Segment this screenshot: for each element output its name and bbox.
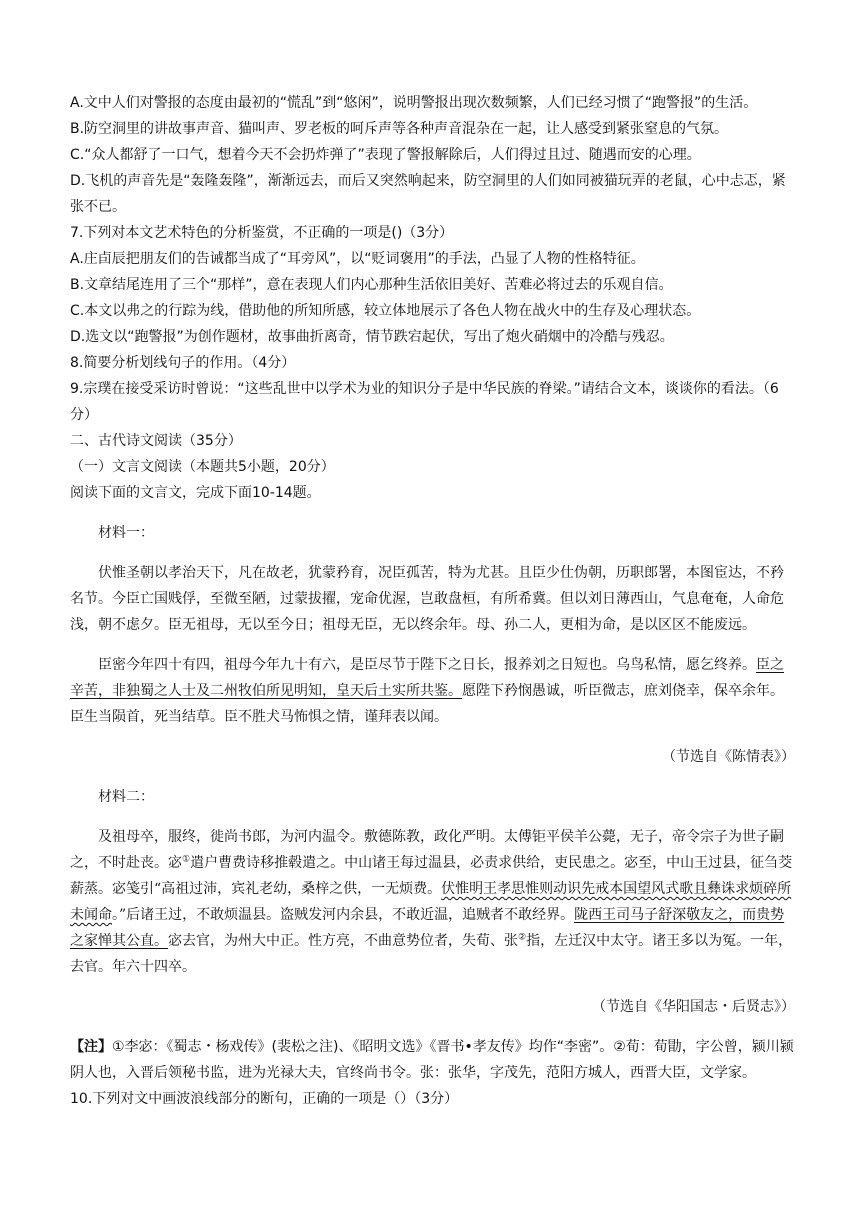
material-2-text: 宓去官，为州大中正。性方亮，不曲意势位者，失荀、张	[168, 933, 518, 949]
material-2-text: 。”后诸王过，不敢烦温县。盗贼发河内余县，不敢近温，追贼者不敢经界。	[112, 907, 575, 923]
material-1-source: （节选自《陈情表》）	[662, 749, 795, 765]
material-2-text: 遣户曹费诗移推毂遣之。中山诸王每过温县，必责求供给，吏民患之。宓至，中山王过县，征刍茭薪蒸。宓笺引“高祖过沛，宾礼老幼，桑梓之供，一无烦费。	[70, 855, 793, 897]
material-1-text: 臣密今年四十有四，祖母今年九十有六，是臣尽节于陛下之日长，报养刘之日短也。乌鸟私情，愿乞终养。	[98, 657, 756, 673]
material-2-paragraph	[70, 824, 795, 980]
question-8: 8.简要分析划线句子的作用。（4分）	[70, 355, 296, 371]
reading-instruction: 阅读下面的文言文，完成下面10-14题。	[70, 485, 321, 501]
question-9: 9.宗璞在接受采访时曾说：“这些乱世中以学术为业的知识分子是中华民族的脊梁。”请结合文本，谈谈你的看法。（6分）	[70, 381, 779, 423]
underlined-sentence: 臣之辛苦，非独蜀之人士及二州牧伯所见明知，皇天后土实所共鉴。	[70, 657, 784, 699]
section-heading: 二、古代诗文阅读（35分）	[70, 433, 242, 449]
subsection-heading: （一）文言文阅读（本题共5小题，20分）	[70, 459, 335, 475]
material-2-text: 及祖母卒，服终，徙尚书郎，为河内温令。敷德陈教，政化严明。太傅钜平侯羊公薨，无子，帝令宗子为世子嗣之，不时赴丧。宓	[70, 829, 784, 871]
material-2-source: （节选自《华阳国志・后贤志》）	[592, 999, 795, 1015]
footnote-marker-2: ②	[518, 932, 527, 943]
material-1-label: 材料一：	[98, 525, 154, 541]
material-1-text: 愿陛下矜悯愚诚，听臣微志，庶刘侥幸，保卒余年。臣生当陨首，死当结草。臣不胜犬马怖惧之情，谨拜表以闻。	[70, 683, 784, 725]
document-page	[70, 90, 795, 1112]
question-7-stem: 7.下列对本文艺术特色的分析鉴赏，不正确的一项是()（3分）	[70, 225, 454, 241]
option-6b: B.防空洞里的讲故事声音、猫叫声、罗老板的呵斥声等各种声音混杂在一起，让人感受到紧张窒息的气氛。	[70, 121, 729, 137]
option-6d: D.飞机的声音先是“轰隆轰隆”，渐渐远去，而后又突然响起来，防空洞里的人们如同被猫玩弄的老鼠，心中忐忑，紧张不已。	[70, 173, 786, 215]
material-1-paragraph-2	[70, 652, 795, 730]
option-6a: A.文中人们对警报的态度由最初的“慌乱”到“悠闲”，说明警报出现次数频繁，人们已经习惯了“跑警报”的生活。	[70, 95, 758, 111]
wavy-underlined-passage: 伏惟明王孝思惟则动识先戒本国望风式歌且彝诛求烦碎所未闻命	[70, 881, 792, 923]
material-1-paragraph-1: 伏惟圣朝以孝治天下，凡在故老，犹蒙矜育，况臣孤苦，特为尤甚。且臣少仕伪朝，历职郎署，本图宦达，不矜名节。今臣亡国贱俘，至微至陋，过蒙拔擢，宠命优渥，岂敢盘桓，有所希冀。但以刘日薄西山，气息奄奄，人命危浅，朝不虑夕。臣无祖母，无以至今日；祖母无臣，无以终余年。母、孙二人，更相为命，是以区区不能废远。	[70, 565, 784, 633]
option-7a: A.庄卣辰把朋友们的告诫都当成了“耳旁风”，以“贬词褒用”的手法，凸显了人物的性格特征。	[70, 251, 645, 267]
option-6c: C.“众人都舒了一口气，想着今天不会扔炸弹了”表现了警报解除后，人们得过且过、随遇而安的心理。	[70, 147, 701, 163]
footnote-marker-1: ①	[182, 854, 191, 865]
notes-text: ①李宓：《蜀志・杨戏传》(裴松之注)、《昭明文选》《晋书•孝友传》均作“李密”。②荀：荀勖，字公曾，颍川颍阴人也，入晋后领秘书监，进为光禄大夫，官终尚书令。张：张华，字茂先，范阳方城人，西晋大臣，文学家。	[70, 1039, 794, 1081]
notes-label: 【注】	[70, 1039, 112, 1055]
notes	[70, 1034, 795, 1086]
option-7d: D.选文以“跑警报”为创作题材，故事曲折离奇，情节跌宕起伏，写出了炮火硝烟中的冷酷与残忍。	[70, 329, 674, 345]
material-2-label: 材料二：	[98, 789, 154, 805]
option-7b: B.文章结尾连用了三个“那样”，意在表现人们内心那种生活依旧美好、苦难必将过去的乐观自信。	[70, 277, 673, 293]
material-2-text: 指，左迁汉中太守。诸王多以为冤。一年，去官。年六十四卒。	[70, 933, 793, 975]
option-7c: C.本文以弗之的行踪为线，借助他的所知所感，较立体地展示了各色人物在战火中的生存及心理状态。	[70, 303, 701, 319]
question-10: 10.下列对文中画波浪线部分的断句，正确的一项是（）（3分）	[70, 1091, 459, 1107]
underlined-sentence: 陇西王司马子舒深敬友之，而贵势之家惮其公直。	[70, 907, 785, 949]
